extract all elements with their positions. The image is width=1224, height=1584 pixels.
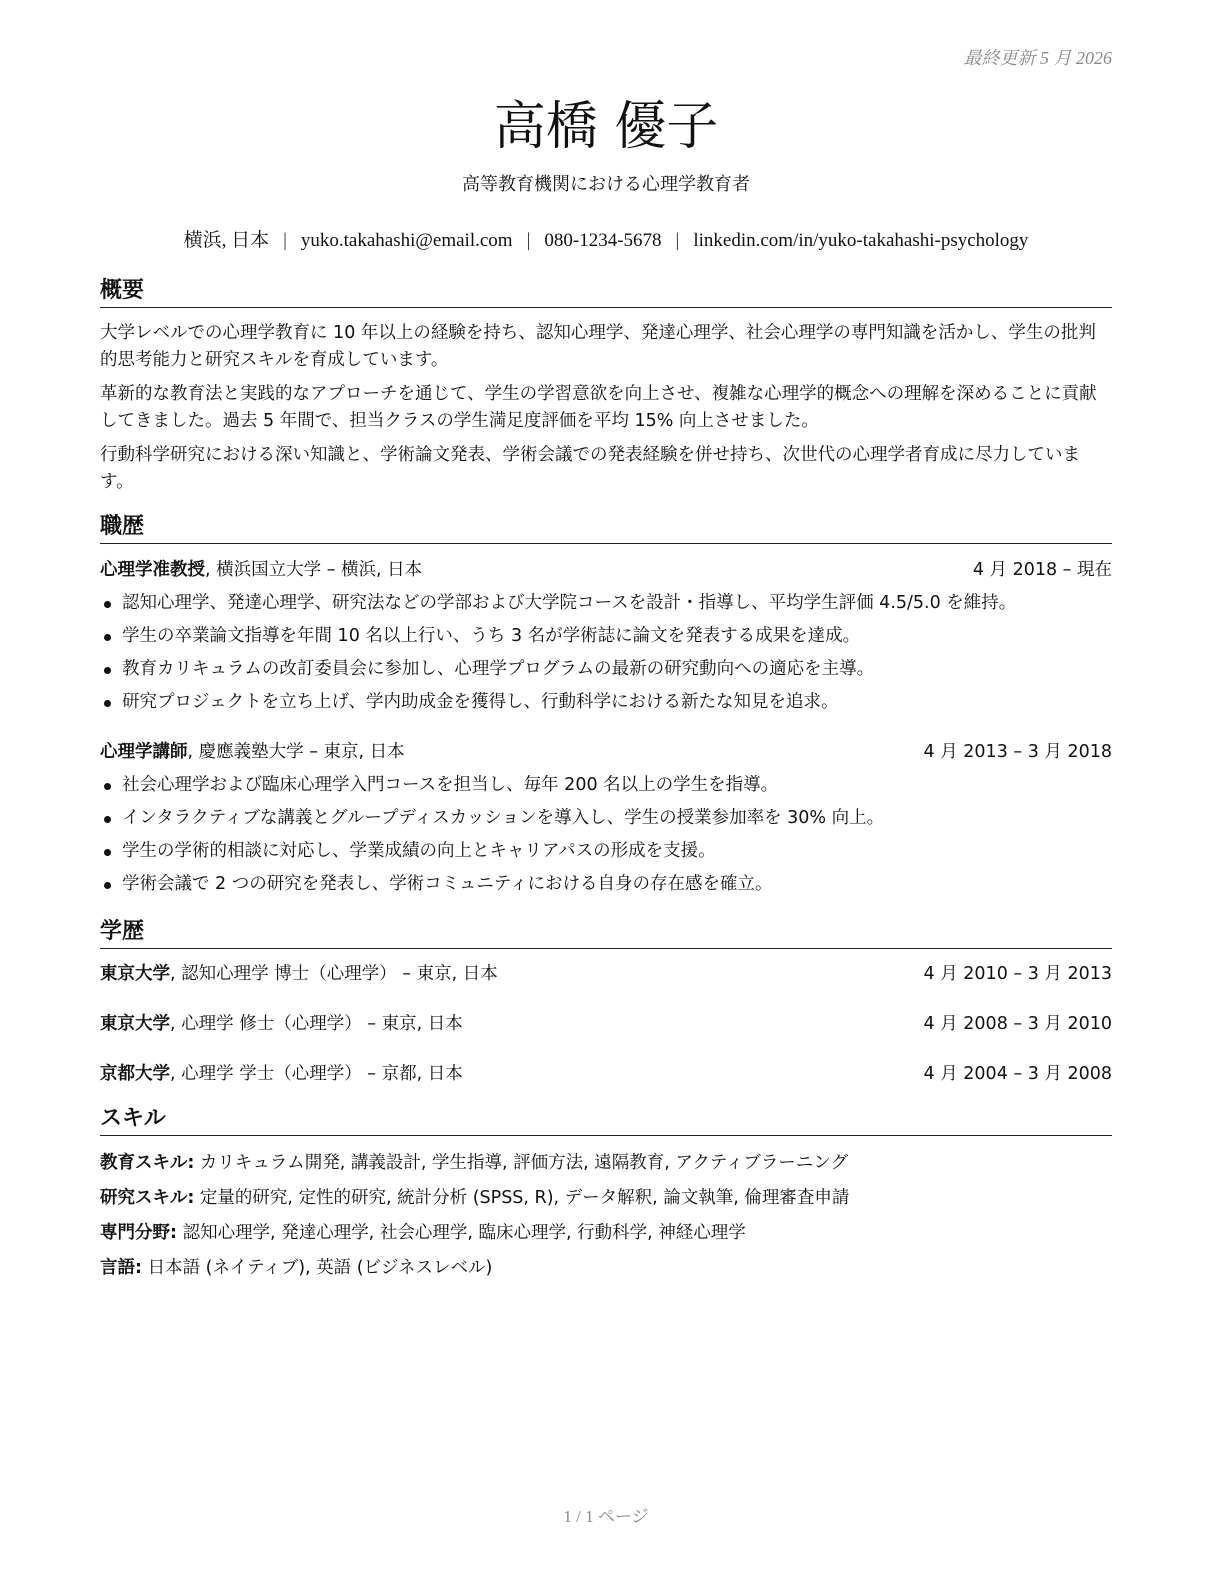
summary-paragraph: 革新的な教育法と実践的なアプローチを通じて、学生の学習意欲を向上させ、複雑な心理学的概念への理解を深めることに貢献してきました。過去 5 年間で、担当クラスの学生満足度評価を平均 15% 向上させました。	[100, 384, 1097, 431]
section-title-experience: 職歴	[100, 513, 1112, 544]
job-bullet: 社会心理学および臨床心理学入門コースを担当し、毎年 200 名以上の学生を指導。	[100, 769, 1112, 802]
job-bullet: インタラクティブな講義とグループディスカッションを導入し、学生の授業参加率を 30% 向上。	[100, 802, 1112, 835]
page-number: 1 / 1 ページ	[563, 1507, 649, 1526]
skills-label: 言語:	[100, 1258, 142, 1278]
skills-row	[100, 1181, 1112, 1216]
education-school: 東京大学	[100, 1014, 170, 1034]
skills-row	[100, 1251, 1112, 1286]
contact-separator: |	[675, 230, 680, 251]
skills-row	[100, 1146, 1112, 1181]
skills-value: 認知心理学, 発達心理学, 社会心理学, 臨床心理学, 行動科学, 神経心理学	[177, 1223, 746, 1243]
education-detail: , 心理学 学士（心理学） – 京都, 日本	[170, 1064, 463, 1084]
education-entry	[100, 1011, 1112, 1061]
job-dates: 4 月 2018 – 現在	[972, 560, 1112, 580]
job-org: , 横浜国立大学 – 横浜, 日本	[205, 560, 423, 580]
experience-section	[100, 513, 1112, 901]
education-dates: 4 月 2008 – 3 月 2010	[923, 1014, 1112, 1034]
contact-phone[interactable]: 080-1234-5678	[544, 230, 662, 251]
skills-label: 研究スキル:	[100, 1188, 195, 1208]
job-bullet: 研究プロジェクトを立ち上げ、学内助成金を獲得し、行動科学における新たな知見を追求。	[100, 686, 1112, 719]
contact-location: 横浜, 日本	[183, 230, 270, 251]
education-dates: 4 月 2004 – 3 月 2008	[923, 1064, 1112, 1084]
job-entry	[100, 739, 1112, 901]
education-detail: , 認知心理学 博士（心理学） – 東京, 日本	[170, 964, 498, 984]
education-section	[100, 918, 1112, 1091]
summary-paragraph: 大学レベルでの心理学教育に 10 年以上の経験を持ち、認知心理学、発達心理学、社会心理学の専門知識を活かし、学生の批判的思考能力と研究スキルを育成しています。	[100, 323, 1096, 370]
contact-email[interactable]: yuko.takahashi@email.com	[300, 230, 513, 251]
job-bullet: 学生の卒業論文指導を年間 10 名以上行い、うち 3 名が学術誌に論文を発表する成果を達成。	[100, 620, 1112, 653]
job-bullets	[100, 769, 1112, 901]
resume-page	[100, 0, 1112, 1584]
education-school: 京都大学	[100, 1064, 170, 1084]
section-title-skills: スキル	[100, 1105, 1112, 1136]
contact-separator: |	[283, 230, 287, 251]
job-bullet: 認知心理学、発達心理学、研究法などの学部および大学院コースを設計・指導し、平均学生評価 4.5/5.0 を維持。	[100, 587, 1112, 620]
job-dates: 4 月 2013 – 3 月 2018	[923, 742, 1112, 762]
candidate-name: 高橋 優子	[493, 97, 719, 157]
job-org: , 慶應義塾大学 – 東京, 日本	[187, 742, 405, 762]
job-bullet: 学生の学術的相談に対応し、学業成績の向上とキャリアパスの形成を支援。	[100, 835, 1112, 868]
skills-row	[100, 1216, 1112, 1251]
education-entry	[100, 961, 1112, 1011]
job-header	[100, 739, 1112, 765]
skills-label: 教育スキル:	[100, 1153, 195, 1173]
job-bullet: 教育カリキュラムの改訂委員会に参加し、心理学プログラムの最新の研究動向への適応を主導。	[100, 653, 1112, 686]
section-title-education: 学歴	[100, 918, 1112, 949]
summary-paragraph: 行動科学研究における深い知識と、学術論文発表、学術会議での発表経験を併せ持ち、次世代の心理学者育成に尽力しています。	[100, 445, 1080, 492]
contact-linkedin[interactable]: linkedin.com/in/yuko-takahashi-psychology	[693, 230, 1029, 251]
contact-separator: |	[526, 230, 531, 251]
job-bullets	[100, 587, 1112, 719]
job-bullet: 学術会議で 2 つの研究を発表し、学術コミュニティにおける自身の存在感を確立。	[100, 868, 1112, 901]
last-updated: 最終更新 5 月 2026	[963, 48, 1112, 68]
summary-section	[100, 277, 1112, 496]
skills-value: 定量的研究, 定性的研究, 統計分析 (SPSS, R), データ解釈, 論文執筆, 倫理審査申請	[194, 1188, 850, 1208]
skills-value: 日本語 (ネイティブ), 英語 (ビジネスレベル)	[142, 1258, 493, 1278]
education-detail: , 心理学 修士（心理学） – 東京, 日本	[170, 1014, 463, 1034]
education-dates: 4 月 2010 – 3 月 2013	[923, 964, 1112, 984]
skills-section	[100, 1105, 1112, 1286]
education-school: 東京大学	[100, 964, 170, 984]
headline: 高等教育機関における心理学教育者	[462, 174, 750, 195]
section-title-summary: 概要	[100, 277, 1112, 308]
education-entry	[100, 1061, 1112, 1091]
job-role: 心理学准教授	[100, 560, 205, 580]
job-role: 心理学講師	[100, 742, 188, 762]
job-header	[100, 557, 1112, 583]
skills-label: 専門分野:	[100, 1223, 177, 1243]
skills-value: カリキュラム開発, 講義設計, 学生指導, 評価方法, 遠隔教育, アクティブラーニング	[194, 1153, 849, 1173]
contact-line	[100, 225, 1112, 252]
job-entry	[100, 557, 1112, 719]
